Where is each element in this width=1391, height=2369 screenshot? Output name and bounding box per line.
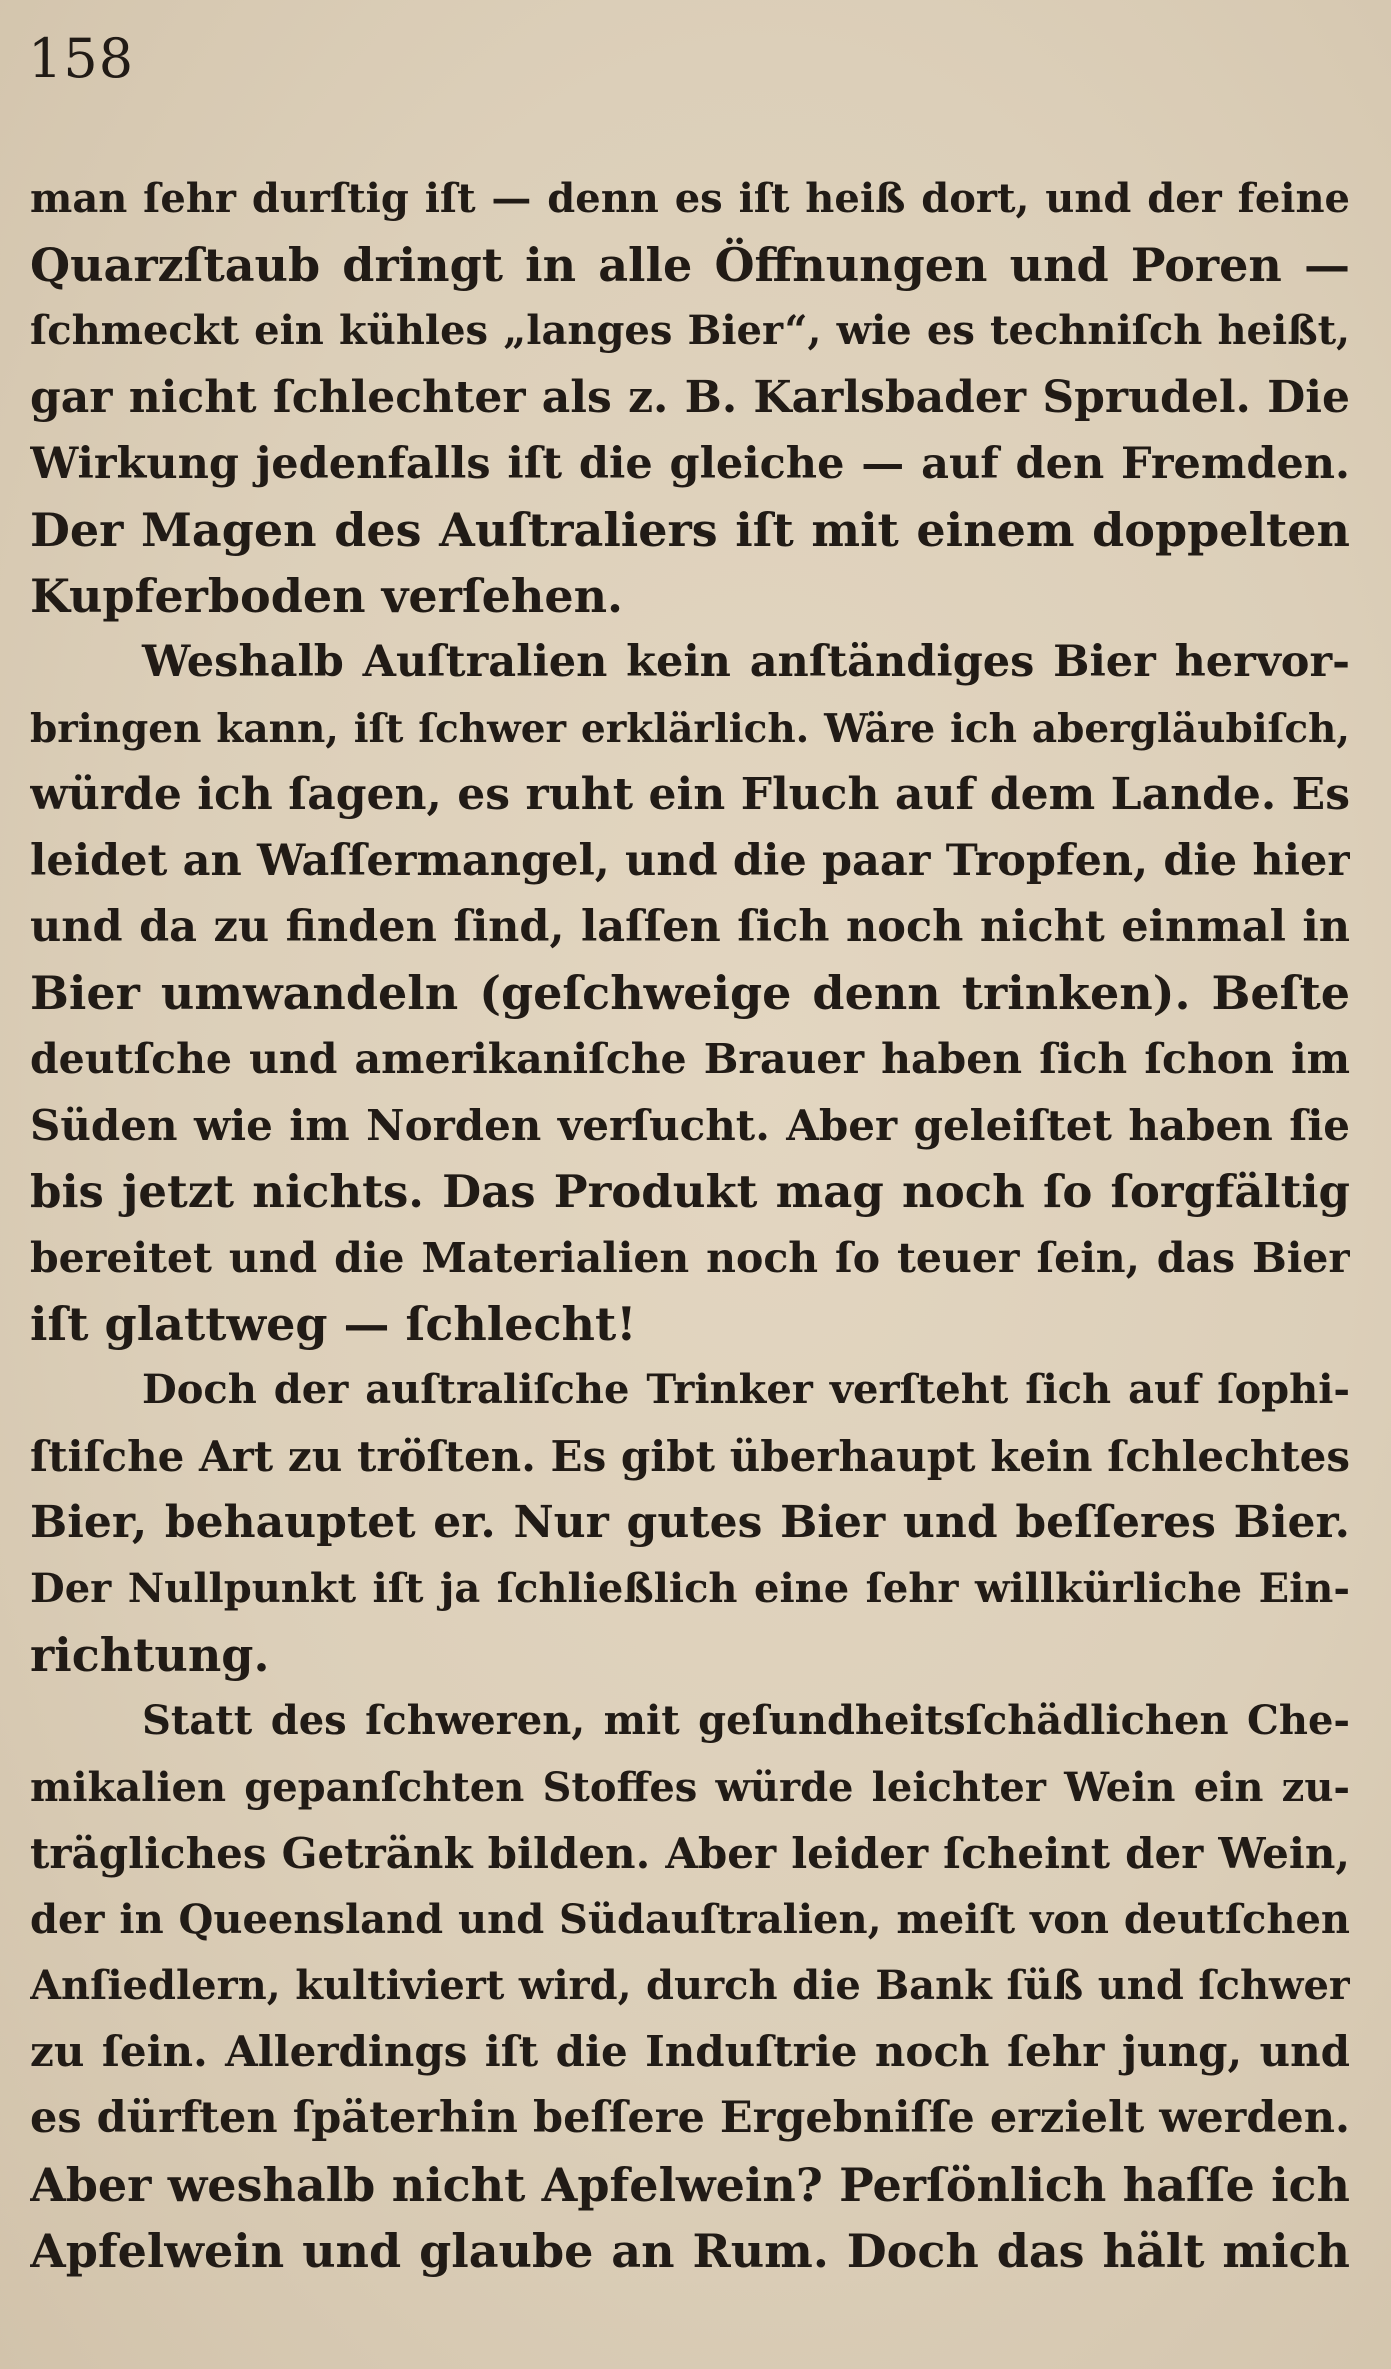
text-line: ſchmeckt ein kühles „langes Bier“, wie es techniſch heißt, [30, 307, 1350, 355]
text-line: Quarzſtaub dringt in alle Öffnungen und Poren — [30, 238, 1350, 293]
body-text [30, 166, 1350, 2284]
text-line: würde ich ſagen, es ruht ein Fluch auf dem Lande. Es [30, 768, 1350, 820]
text-line: Doch der auſtraliſche Trinker verſteht ſich auf ſophi- [142, 1366, 1350, 1414]
text-line: Bier umwandeln (geſchweige denn trinken). Beſte [30, 966, 1350, 1021]
text-line: gar nicht ſchlechter als z. B. Karlsbader Sprudel. Die [30, 371, 1350, 423]
text-line: zu ſein. Allerdings iſt die Induſtrie noch ſehr jung, und [30, 2027, 1350, 2077]
text-line: mikalien gepanſchten Stoffes würde leichter Wein ein zu- [30, 1763, 1350, 1811]
text-line: deutſche und amerikaniſche Brauer haben ſich ſchon im [30, 1035, 1350, 1084]
text-line: trägliches Getränk bilden. Aber leider ſcheint der Wein, [30, 1828, 1350, 1878]
text-line: Anſiedlern, kultiviert wird, durch die Bank ſüß und ſchwer [30, 1962, 1350, 2010]
text-line: Wirkung jedenfalls iſt die gleiche — auf den Fremden. [30, 438, 1350, 489]
text-line: der in Queensland und Südauſtralien, meiſt von deutſchen [30, 1895, 1350, 1943]
text-line: und da zu finden ſind, laſſen ſich noch nicht einmal in [30, 902, 1350, 953]
text-line: iſt glattweg — ſchlecht! [30, 1297, 637, 1352]
text-line: Apfelwein und glaube an Rum. Doch das hält mich [30, 2223, 1350, 2278]
text-line: man ſehr durſtig iſt — denn es iſt heiß dort, und der feine [30, 175, 1350, 222]
text-line: bringen kann, iſt ſchwer erklärlich. Wäre ich abergläubiſch, [30, 705, 1350, 752]
text-line: bereitet und die Materialien noch ſo teuer ſein, das Bier [30, 1234, 1350, 1282]
text-line: Bier, behauptet er. Nur gutes Bier und beſſeres Bier. [30, 1496, 1350, 1548]
text-line: richtung. [30, 1628, 270, 1683]
text-line: Statt des ſchweren, mit geſundheitsſchädlichen Che- [142, 1697, 1350, 1745]
text-line: es dürften ſpäterhin beſſere Ergebniſſe erzielt werden. [30, 2093, 1350, 2144]
text-line: leidet an Waſſermangel, und die paar Tropfen, die hier [30, 835, 1350, 886]
text-line: Kupferboden verſehen. [30, 569, 624, 624]
page-number: 158 [28, 27, 135, 90]
text-line: Der Nullpunkt iſt ja ſchließlich eine ſehr willkürliche Ein- [30, 1564, 1350, 1612]
text-line: Der Magen des Auſtraliers iſt mit einem doppelten [30, 502, 1350, 557]
text-line: Aber weshalb nicht Apfelwein? Perſönlich haſſe ich [30, 2157, 1350, 2212]
text-line: Weshalb Auſtralien kein anſtändiges Bier hervor- [142, 637, 1350, 688]
text-line: bis jetzt nichts. Das Produkt mag noch ſo ſorgfältig [30, 1164, 1350, 1218]
text-line: Süden wie im Norden verſucht. Aber geleiſtet haben ſie [30, 1100, 1350, 1150]
text-line: ſtiſche Art zu tröſten. Es gibt überhaupt kein ſchlechtes [30, 1431, 1350, 1481]
